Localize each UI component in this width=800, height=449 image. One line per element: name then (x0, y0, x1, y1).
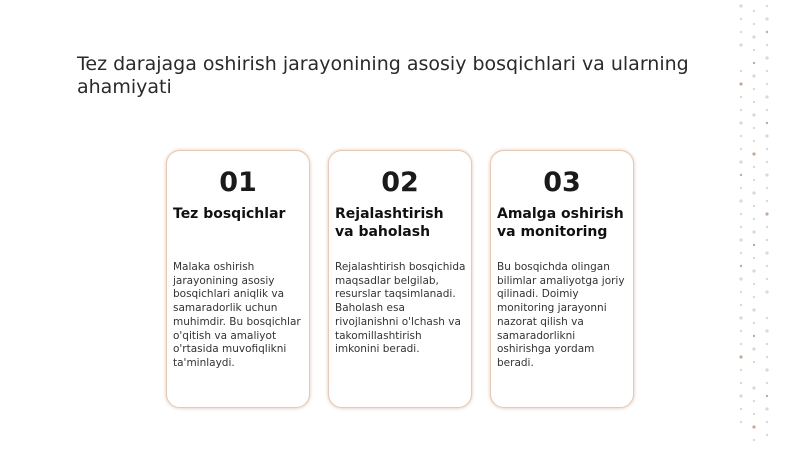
decorative-dot (753, 88, 755, 90)
decorative-dot (766, 5, 768, 7)
decorative-dot (752, 425, 755, 428)
decorative-dot (753, 205, 755, 207)
decorative-dot (766, 200, 768, 202)
decorative-dot (740, 408, 742, 410)
step-number: 02 (381, 167, 419, 198)
decorative-dot (753, 296, 755, 298)
decorative-dot (766, 161, 768, 163)
decorative-dot (766, 226, 768, 228)
decorative-dot (766, 239, 768, 241)
decorative-dot (752, 152, 755, 155)
decorative-dot (739, 394, 742, 397)
decorative-dot (766, 434, 768, 436)
decorative-dot (740, 291, 742, 293)
decorative-dot (766, 148, 768, 150)
decorative-dot (765, 368, 768, 371)
decorative-dot (753, 335, 755, 337)
decorative-dot (765, 251, 768, 254)
page-title: Tez darajaga oshirish jarayonining asosiy bosqichlari va ularning ahamiyati (77, 53, 689, 98)
step-heading: Tez bosqichlar (173, 206, 286, 222)
decorative-dot (766, 395, 768, 397)
decorative-dot (739, 4, 742, 7)
decorative-dot (753, 361, 755, 363)
decorative-dot (766, 382, 768, 384)
decorative-dot (766, 187, 768, 189)
decorative-dot (740, 265, 742, 267)
decorative-dot (752, 191, 755, 194)
step-card-3 (490, 150, 634, 408)
decorative-dot (765, 134, 768, 137)
decorative-dot (753, 218, 755, 220)
decorative-dot (765, 95, 768, 98)
decorative-dot (740, 31, 742, 33)
step-number: 01 (219, 167, 257, 198)
decorative-dot-pattern (736, 0, 772, 449)
step-card-2 (328, 150, 472, 408)
decorative-dot (752, 74, 755, 77)
decorative-dot (739, 121, 742, 124)
decorative-dot (766, 70, 768, 72)
decorative-dot (765, 56, 768, 59)
decorative-dot (765, 290, 768, 293)
step-description: Malaka oshirish jarayonining asosiy bosqichlari aniqlik va samaradorlik uchun muhimdir. Bu bosqichlar o'qitish va amaliyot o'rtasida muvofiqlikni ta'minlaydi. (173, 261, 301, 369)
decorative-dot (740, 96, 742, 98)
decorative-dot (765, 212, 768, 215)
decorative-dot (740, 135, 742, 137)
decorative-dot (753, 49, 755, 51)
decorative-dot (752, 386, 755, 389)
decorative-dot (766, 122, 768, 124)
decorative-dot (752, 230, 755, 233)
decorative-dot (752, 308, 755, 311)
decorative-dot (752, 347, 755, 350)
decorative-dot (739, 316, 742, 319)
decorative-dot (766, 343, 768, 345)
decorative-dot (739, 43, 742, 46)
decorative-dot (740, 174, 742, 176)
decorative-dot (766, 278, 768, 280)
decorative-dot (766, 44, 768, 46)
decorative-dot (766, 356, 768, 358)
decorative-dot (740, 304, 742, 306)
decorative-dot (753, 413, 755, 415)
decorative-dot (753, 166, 755, 168)
decorative-dot (740, 330, 742, 332)
step-card-1 (166, 150, 310, 408)
decorative-dot (739, 238, 742, 241)
step-number: 03 (543, 167, 581, 198)
decorative-dot (752, 35, 755, 38)
step-description: Bu bosqichda olingan bilimlar amaliyotga joriy qilinadi. Doimiy monitoring jarayonni nazorat qilish va samaradorlikni oshirishga yordam beradi. (497, 261, 625, 369)
decorative-dot (740, 226, 742, 228)
decorative-dot (740, 70, 742, 72)
step-heading: Amalga oshirish va monitoring (497, 206, 624, 240)
decorative-dot (765, 407, 768, 410)
decorative-dot (740, 187, 742, 189)
decorative-dot (753, 179, 755, 181)
decorative-dot (753, 244, 755, 246)
decorative-dot (740, 252, 742, 254)
decorative-dot (740, 382, 742, 384)
decorative-dot (753, 322, 755, 324)
decorative-dot (740, 421, 742, 423)
decorative-dot (752, 113, 755, 116)
decorative-dot (753, 127, 755, 129)
decorative-dot (753, 10, 755, 12)
decorative-dot (766, 421, 768, 423)
decorative-dot (739, 160, 742, 163)
decorative-dot (765, 329, 768, 332)
decorative-dot (739, 355, 742, 358)
decorative-dot (765, 17, 768, 20)
decorative-dot (766, 83, 768, 85)
step-heading: Rejalashtirish va baholash (335, 206, 444, 240)
decorative-dot (753, 101, 755, 103)
decorative-dot (752, 269, 755, 272)
decorative-dot (740, 343, 742, 345)
decorative-dot (766, 317, 768, 319)
decorative-dot (740, 109, 742, 111)
decorative-dot (739, 277, 742, 280)
decorative-dot (739, 82, 742, 85)
decorative-dot (739, 199, 742, 202)
decorative-dot (740, 213, 742, 215)
decorative-dot (753, 283, 755, 285)
decorative-dot (753, 439, 755, 441)
step-description: Rejalashtirish bosqichida maqsadlar belgilab, resurslar taqsimlanadi. Baholash esa rivojlanishni o'lchash va takomillashtirish imkonini beradi. (335, 261, 466, 356)
decorative-dot (740, 148, 742, 150)
decorative-dot (766, 109, 768, 111)
decorative-dot (753, 23, 755, 25)
decorative-dot (740, 369, 742, 371)
decorative-dot (766, 265, 768, 267)
decorative-dot (740, 18, 742, 20)
decorative-dot (753, 62, 755, 64)
decorative-dot (765, 173, 768, 176)
decorative-dot (766, 31, 768, 33)
decorative-dot (753, 400, 755, 402)
decorative-dot (753, 257, 755, 259)
decorative-dot (753, 140, 755, 142)
